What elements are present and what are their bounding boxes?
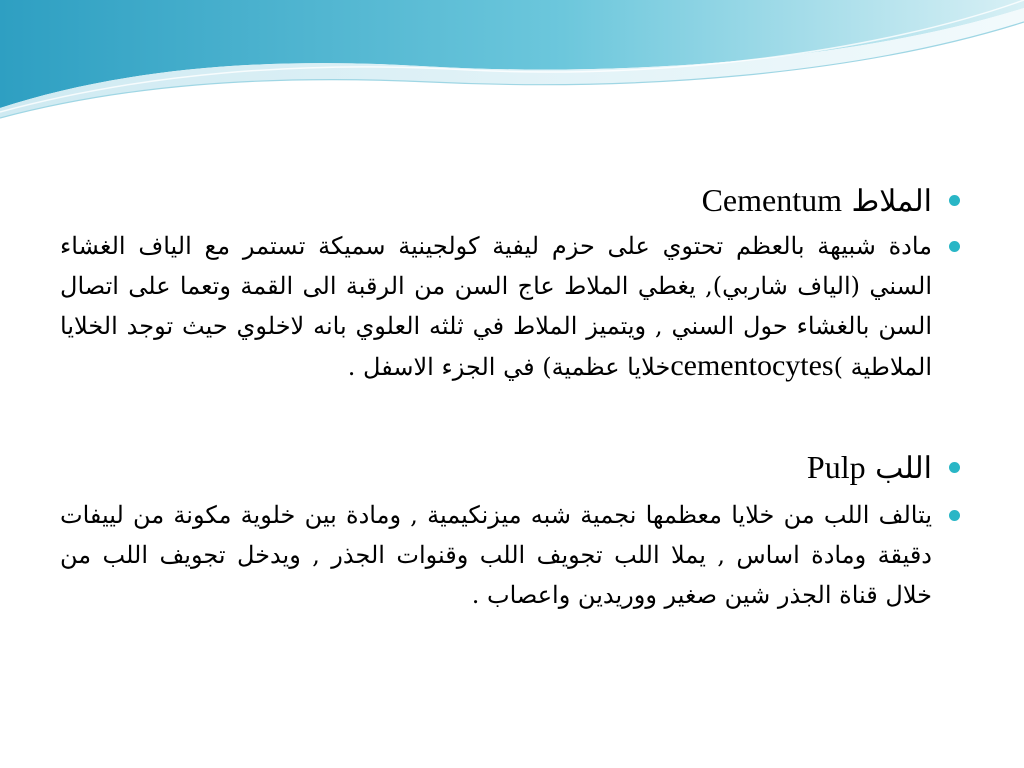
cementum-text-part1: مادة شبيهة بالعظم تحتوي على حزم ليفية كولجينية سميكة تستمر مع الياف الغشاء السني (الياف شاربي), يغطي الملاط عاج السن من الرقبة الى القمة وتعما على اتصال السن بالغشاء حول السني , ويتميز الملاط في ثلثه العلوي بانه لاخلوي حيث توجد الخلايا الملاطية ): [60, 232, 932, 381]
bullet-icon: [949, 241, 960, 252]
cementum-heading: [60, 178, 960, 224]
cementum-heading-en: Cementum: [701, 182, 842, 218]
slide-content: [60, 178, 960, 615]
pulp-heading-ar: اللب: [875, 451, 932, 486]
cementocytes-term: cementocytes: [670, 349, 834, 382]
cementum-description: [60, 226, 960, 387]
cementum-paragraph: [60, 226, 932, 387]
pulp-heading: [60, 445, 960, 491]
wave-decoration: [0, 0, 1024, 130]
pulp-paragraph: يتالف اللب من خلايا معظمها نجمية شبه ميزنكيمية , ومادة بين خلوية مكونة من لييفات دقيقة ومادة اساس , يملا اللب تجويف اللب وقنوات الجذر , ويدخل تجويف اللب من خلال قناة الجذر شين صغير ووريدين واعصاب .: [60, 501, 932, 609]
cementum-heading-ar: الملاط: [851, 184, 932, 219]
cementum-text-part2: خلايا عظمية) في الجزء الاسفل .: [347, 353, 671, 381]
bullet-icon: [949, 462, 960, 473]
pulp-description: [60, 495, 960, 615]
pulp-heading-en: Pulp: [806, 449, 866, 485]
bullet-icon: [949, 510, 960, 521]
bullet-icon: [949, 195, 960, 206]
